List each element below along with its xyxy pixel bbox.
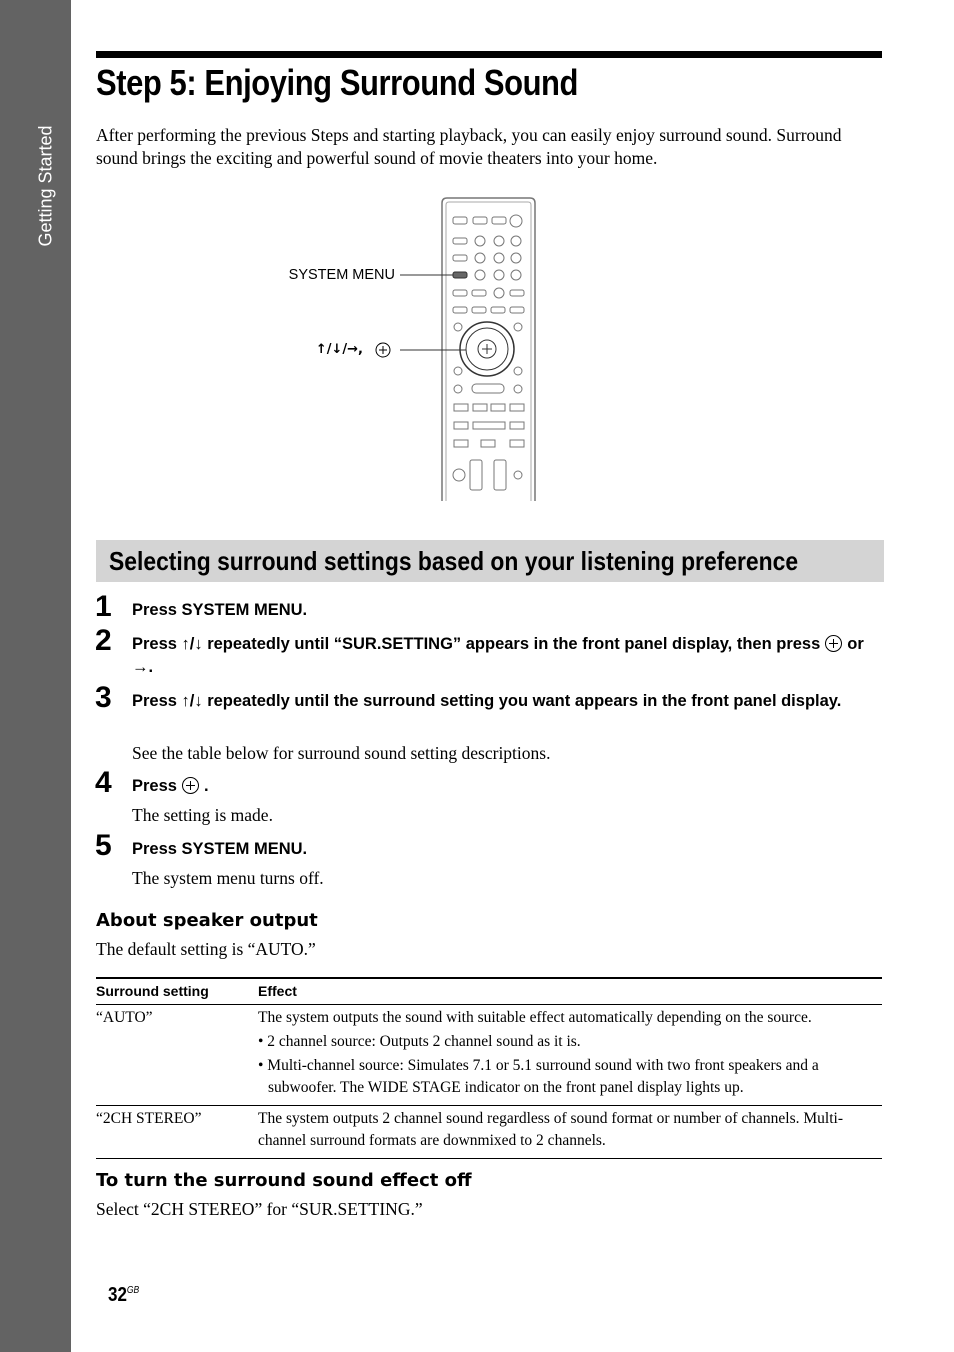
- step-2-text-b: or →.: [132, 635, 864, 676]
- step-number-3: 3: [95, 681, 112, 714]
- section-heading-band: [96, 540, 884, 582]
- enter-icon: [182, 777, 199, 794]
- turn-off-text: Select “2CH STEREO” for “SUR.SETTING.”: [96, 1199, 423, 1219]
- step-number-5: 5: [95, 829, 112, 862]
- turn-off-heading: To turn the surround sound effect off: [96, 1170, 472, 1191]
- intro-paragraph: After performing the previous Steps and starting playback, you can easily enjoy surround sound. Surround sound brings the exciting and powerful sound of movie theaters into your home.: [96, 125, 842, 168]
- speaker-output-heading: About speaker output: [96, 910, 318, 931]
- step-4-note: The setting is made.: [132, 805, 273, 825]
- step-4-text: [132, 775, 872, 798]
- step-number-2: 2: [95, 624, 112, 657]
- effect-text: The system outputs 2 channel sound regardless of sound format or number of channels. Multi-channel surround formats are downmixed to 2 channels.: [258, 1110, 844, 1149]
- step-number-4: 4: [95, 766, 112, 799]
- remote-illustration: [270, 195, 570, 505]
- speaker-output-text: The default setting is “AUTO.”: [96, 939, 316, 959]
- step-5-note: The system menu turns off.: [132, 868, 324, 888]
- system-menu-callout: SYSTEM MENU: [288, 267, 395, 283]
- section-heading: Selecting surround settings based on your listening preference: [109, 546, 799, 576]
- step-1-text: Press SYSTEM MENU.: [132, 601, 308, 619]
- title-rule: [96, 51, 882, 58]
- step-4-text-a: Press: [132, 777, 177, 795]
- effect-cell: [258, 1106, 882, 1159]
- arrows-callout: ↑/↓/→,: [315, 342, 363, 357]
- step-4-text-b: .: [203, 777, 209, 795]
- side-tab-label: Getting Started: [35, 125, 56, 247]
- step-5-text: Press SYSTEM MENU.: [132, 840, 308, 858]
- step-2-text: [132, 633, 872, 679]
- enter-button-callout-icon: [376, 343, 390, 357]
- setting-cell: “AUTO”: [96, 1005, 258, 1106]
- column-header-effect: Effect: [258, 978, 882, 1005]
- step-3-note: See the table below for surround sound setting descriptions.: [132, 743, 551, 763]
- table-header-row: [96, 978, 882, 1005]
- surround-settings-table: [96, 977, 882, 1159]
- table-row: [96, 1106, 882, 1159]
- page-number: [108, 1284, 139, 1307]
- step-2-text-a: Press ↑/↓ repeatedly until “SUR.SETTING” appears in the front panel display, then press: [132, 635, 821, 653]
- effect-text: The system outputs the sound with suitable effect automatically depending on the source.: [258, 1009, 812, 1026]
- enter-icon: [825, 635, 842, 652]
- effect-cell: [258, 1005, 882, 1106]
- page-number-suffix: GB: [126, 1285, 140, 1296]
- column-header-setting: Surround setting: [96, 978, 258, 1005]
- step-number-1: 1: [95, 590, 112, 623]
- effect-bullet: • Multi-channel source: Simulates 7.1 or 5.1 surround sound with two front speakers and a subwoofer. The WIDE STAGE indicator on the front panel display lights up.: [258, 1057, 819, 1096]
- side-tab: [0, 0, 71, 1352]
- page-title: Step 5: Enjoying Surround Sound: [96, 62, 579, 103]
- effect-bullet: • 2 channel source: Outputs 2 channel sound as it is.: [258, 1033, 581, 1050]
- page-number-value: 32: [108, 1284, 127, 1306]
- table-row: [96, 1005, 882, 1106]
- setting-cell: “2CH STEREO”: [96, 1106, 258, 1159]
- step-3-text: Press ↑/↓ repeatedly until the surround setting you want appears in the front panel display.: [132, 692, 842, 710]
- remote-control-drawing: [270, 195, 570, 505]
